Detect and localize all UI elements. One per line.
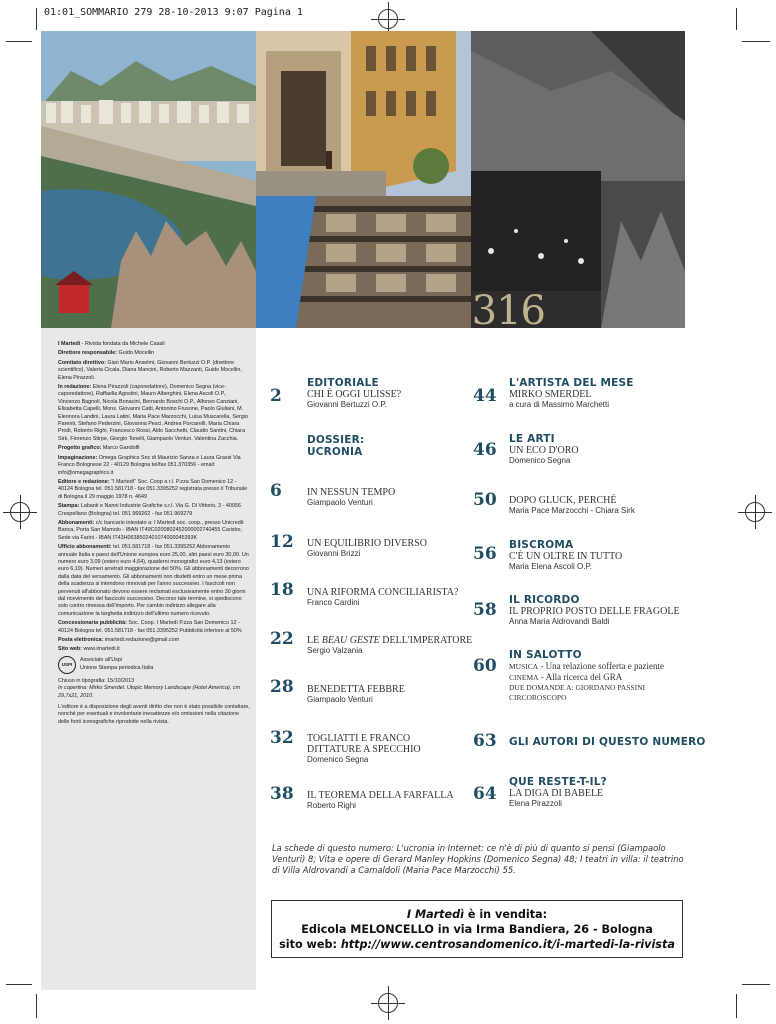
- masthead-rest: - Rivista fondata da Michele Casali: [80, 341, 165, 347]
- toc-title: TOGLIATTI E FRANCO: [307, 733, 411, 744]
- toc-page-number: 58: [473, 600, 497, 620]
- email-label: Posta elettronica:: [58, 637, 104, 644]
- photo-balconies: [256, 196, 471, 328]
- layout-label: Impaginazione:: [58, 454, 98, 461]
- director-label: Direttore responsabile:: [58, 350, 118, 357]
- toc-page-number: 63: [473, 731, 497, 751]
- crop-mark: [736, 8, 737, 30]
- toc-title: IL PROPRIO POSTO DELLE FRAGOLE: [509, 606, 680, 617]
- toc-entry[interactable]: [307, 587, 458, 608]
- toc-section: UCRONIA: [307, 446, 363, 458]
- toc-title: IL TEOREMA DELLA FARFALLA: [307, 790, 454, 801]
- toc-section: L'ARTISTA DEL MESE: [509, 377, 634, 389]
- subscriptions-label: Abbonamenti:: [58, 519, 95, 526]
- toc-author: Franco Cardini: [307, 598, 360, 607]
- email: imartedi.redazione@gmail.com: [103, 637, 180, 644]
- toc-title: UN EQUILIBRIO DIVERSO: [307, 538, 427, 549]
- toc-title: C'È UN OLTRE IN TUTTO: [509, 551, 623, 562]
- magazine-name: I Martedì: [406, 908, 464, 921]
- crop-mark: [6, 984, 32, 985]
- toc-subtitle: - Alla ricerca del GRA: [538, 672, 623, 682]
- committee: Gian Mario Anselmi, Giovanni Bertuzzi O.P. (direttore scientifico), Valeria Cicala, Diana Mancini, Roberto Mazzanti, Guido Mocellin, Elena Pirazzoli.: [58, 359, 242, 381]
- toc-author: Giampaolo Venturi: [307, 498, 373, 507]
- toc-entry[interactable]: [307, 538, 427, 559]
- toc-entry-ricordo[interactable]: [509, 594, 680, 627]
- toc-section: GLI AUTORI DI QUESTO NUMERO: [509, 736, 706, 748]
- colophon: [58, 341, 250, 726]
- toc-entry-salotto[interactable]: [509, 649, 664, 703]
- crop-mark: [736, 994, 737, 1018]
- toc-author: Maria Elena Ascoli O.P.: [509, 562, 593, 571]
- toc-entry[interactable]: [307, 790, 454, 811]
- toc-title-pre: LE: [307, 635, 322, 646]
- toc-page-number: 44: [473, 386, 497, 406]
- sales-site-url[interactable]: http://www.centrosandomenico.it/i-martedi-la-rivista: [340, 938, 675, 951]
- toc-page-number: 46: [473, 440, 497, 460]
- closing-date: Chiuso in tipografia: 15/10/2013: [58, 677, 135, 684]
- toc-section: IL RICORDO: [509, 594, 580, 606]
- sales-line2: Edicola MELONCELLO in via Irma Bandiera, 26 - Bologna: [301, 923, 653, 936]
- toc-title: DOPO GLUCK, PERCHÉ: [509, 495, 617, 506]
- toc-subsection: CINEMA: [509, 673, 539, 682]
- crop-mark: [6, 41, 32, 42]
- toc-subsection: MUSICA: [509, 662, 539, 671]
- publisher: "I Martedì" Soc. Coop a r.l. P.zza San Domenico 12 - 40124 Bologna tel. 051.581718 - fax 051.3395252 registrata presso il Tribunale di Bologna il 29 maggio 1978 n. 4649: [58, 478, 248, 500]
- toc-title: UNA RIFORMA CONCILIARISTA?: [307, 587, 459, 598]
- advertising: Soc. Coop. I Martedì P.zza San Domenico 12 - 40124 Bologna tel. 051.581718 - fax 051.3395252 Pubblicità inferiore al 50%: [58, 620, 242, 634]
- toc-page-number: 64: [473, 784, 497, 804]
- toc-title-post: DELL'IMPERATORE: [379, 635, 473, 646]
- toc-page-number: 28: [270, 677, 294, 697]
- toc-author: Sergio Valzania: [307, 646, 363, 655]
- print-slug: 01:01_SOMMARIO 279 28-10-2013 9:07 Pagina 1: [44, 7, 303, 18]
- photo-mountain-night: [471, 31, 685, 328]
- toc-author: Giovanni Brizzi: [307, 549, 361, 558]
- design-label: Progetto grafico:: [58, 445, 102, 452]
- toc-author: a cura di Massimo Marchetti: [509, 400, 610, 409]
- toc-entry-editoriale[interactable]: [307, 377, 401, 410]
- advertising-label: Concessionaria pubblicità:: [58, 620, 127, 627]
- toc-page-number: 56: [473, 544, 497, 564]
- toc-title: LA DIGA DI BABELE: [509, 788, 604, 799]
- crop-mark: [742, 41, 770, 42]
- print: Labanti e Nanni Industrie Grafiche s.r.l. Via G. Di Vittorio, 3 - 40056 Crespellano (Bologna) tel. 051.969262 - fax 051.969279: [58, 503, 241, 517]
- toc-author: Roberto Righi: [307, 801, 356, 810]
- toc-entry[interactable]: [307, 487, 395, 508]
- toc-author: Domenico Segna: [509, 456, 571, 465]
- toc-title: UN ECO D'ORO: [509, 445, 579, 456]
- toc-entry[interactable]: [307, 635, 472, 656]
- crop-mark: [36, 8, 37, 30]
- committee-label: Comitato direttivo:: [58, 359, 106, 366]
- design: Marco Gandolfi: [101, 445, 140, 452]
- toc-section: EDITORIALE: [307, 377, 379, 389]
- schede-note: La schede di questo numero: L'ucronia in Internet: ce n'è di più di quanto si pensi (Giampaolo Venturi) 8; Vita e opere di Gerard Manley Hopkins (Domenico Segna) 48; I teatri in villa: il teatrino di Villa Aldrovandi a Camaldoli (Maria Pace Marzocchi) 55.: [272, 843, 684, 875]
- toc-subsection: CIRCOROSCOPO: [509, 693, 567, 702]
- toc-section: QUE RESTE-T-IL?: [509, 776, 607, 788]
- director: Guido Mocellin: [117, 350, 155, 357]
- registration-mark: [10, 502, 30, 522]
- toc-author: Domenico Segna: [307, 755, 369, 764]
- issue-number: 316: [471, 288, 545, 328]
- uspi-line1: Associato all'Uspi: [80, 657, 123, 664]
- toc-author: Elena Pirazzoli: [509, 799, 562, 808]
- cover-photo-collage: [41, 31, 685, 328]
- toc-entry[interactable]: [509, 495, 635, 516]
- toc-entry[interactable]: [307, 733, 421, 765]
- toc-author: Anna Maria Aldrovandi Baldi: [509, 617, 610, 626]
- publisher-label: Editore e redazione:: [58, 478, 110, 485]
- toc-page-number: 2: [270, 386, 282, 406]
- layout: Omega Graphics Snc di Maurizio Sanza e Laura Grassi Via Franco Bolognese 22 - 40129 Bologna tel/fax 051.370356 - email: info@omegagraphics.it: [58, 454, 241, 476]
- sales-line1: è in vendita:: [463, 908, 548, 921]
- toc-page-number: 32: [270, 728, 294, 748]
- toc-title: DITTATURE A SPECCHIO: [307, 744, 421, 755]
- uspi-line2: Unione Stampa periodica Italia: [80, 664, 154, 671]
- toc-dossier-heading: [307, 434, 364, 458]
- toc-author: Maria Pace Marzocchi - Chiara Sirk: [509, 506, 635, 515]
- subscriptions: c/c bancario intestato a: I Martedì soc. coop., presso Unicredit Banca, Porta San Mamolo - IBAN IT49C0200802452000002740455 Carisbo, Sede via Farini - IBAN IT43H0638502401074000045393K: [58, 519, 244, 541]
- toc-section: LE ARTI: [509, 433, 555, 445]
- cover-credit: In copertina: Mirko Smerdel. Utopic Memory Landscape (Hotel America), cm 29,7x21, 2010.: [58, 685, 240, 699]
- toc-entry-biscroma[interactable]: [509, 539, 622, 572]
- uspi-logo: USPI: [58, 656, 76, 674]
- toc-section: IN SALOTTO: [509, 649, 582, 661]
- site-label: Sito web:: [58, 646, 82, 653]
- toc-entry-autori[interactable]: [509, 736, 706, 748]
- editorial: Elena Pirazzoli (caporedattore), Domenico Segna (vice-caporedattore), Raffaella Agostini, Mauro Alberghini, Elena Ascoli O.P., Vincenzo Bagnoli, Nicola Bonacini, Bernardo Boschi O.P., Alfonso Canziani, Elisabetta Capelli, Mons. Giovanni Catti, Antonino Frusone, Paolo Giuliani, M. Eleonora Landini, Laura Latini, Maria Pace Marzocchi, Luisa Muscarella, Sergio Parenti, Stefano Pederzini, Giovanna Pesci, Andrea Porcarelli, Maria Chiara Prodi, Roberto Righi, Francesco Rossi, Aldo Sacchetti, Claudio Santini, Chiara Sirk, Fiorenzo Stirpe, Giorgio Tonelli, Giampaolo Venturi, Valentina Zacchia.: [58, 384, 248, 442]
- masthead-title: I Martedì: [58, 341, 81, 347]
- subscription-office: tel. 051.581718 - fax 051.3395252 Abbonamento annuale Italia e paesi dell'Unione europea euro 25,00, altri paesi euro 30,00. Un numero euro 3,09 (estero euro 4,64), quaderni monografici euro 4,13 (estero euro 6,19). Numeri arretrati maggiorazione del 50%. Gli abbonamenti decorrono dalla data del versamento. Gli abbonamenti non disdetti entro un mese prima della scadenza si intendono rinnovati per l'anno successivo. I fascicoli non pervenuti all'abbonato devono essere reclamati esclusivamente entro 30 giorni dal ricevimento del fascicolo successivo. Decorso tale termine, si spediscono solo contro rimessa dell'importo. Per cambio indirizzo allegare alla comunicazione la targhetta indirizzo dell'ultimo numero ricevuto.: [58, 544, 249, 617]
- sales-site-label: sito web:: [279, 938, 341, 951]
- toc-page-number: 22: [270, 629, 294, 649]
- site: www.imartedi.it: [81, 646, 120, 653]
- crop-mark: [36, 994, 37, 1018]
- toc-author: Giovanni Bertuzzi O.P.: [307, 400, 387, 409]
- toc-entry-reste[interactable]: [509, 776, 607, 809]
- photo-building: [256, 31, 471, 196]
- toc-section: DOSSIER:: [307, 434, 365, 446]
- print-label: Stampa:: [58, 503, 80, 510]
- toc-title: CHI È OGGI ULISSE?: [307, 389, 402, 400]
- toc-section: BISCROMA: [509, 539, 574, 551]
- editorial-label: In redazione:: [58, 384, 92, 391]
- subscription-office-label: Ufficio abbonamenti:: [58, 544, 112, 551]
- photo-lake-city: [41, 31, 256, 328]
- toc-page-number: 18: [270, 580, 294, 600]
- uspi-association: [58, 656, 250, 674]
- toc-subtitle: GIORDANO PASSINI: [575, 683, 645, 692]
- toc-subsection: DUE DOMANDE A:: [509, 683, 576, 692]
- toc-title: MIRKO SMERDEL: [509, 389, 592, 400]
- toc-title-italic: BEAU GESTE: [321, 635, 380, 646]
- toc-page-number: 12: [270, 532, 294, 552]
- toc-page-number: 38: [270, 784, 294, 804]
- toc-subtitle: - Una relazione sofferta e paziente: [538, 661, 664, 671]
- sales-box: [271, 900, 683, 958]
- toc-entry-arti[interactable]: [509, 433, 579, 466]
- toc-page-number: 60: [473, 656, 497, 676]
- registration-mark: [745, 502, 765, 522]
- toc-title: BENEDETTA FEBBRE: [307, 684, 405, 695]
- toc-entry[interactable]: [307, 684, 405, 705]
- registration-mark: [378, 9, 398, 29]
- registration-mark: [378, 993, 398, 1013]
- toc-page-number: 6: [270, 481, 282, 501]
- toc-page-number: 50: [473, 490, 497, 510]
- disclaimer: L'editore è a disposizione degli aventi diritto che non è stato possibile contattare, nonché per eventuali e involontarie inesattezze e/o omissioni nella citazione delle fonti iconografiche riprodotte nella rivista.: [58, 704, 250, 725]
- crop-mark: [742, 984, 770, 985]
- toc-entry-artista[interactable]: [509, 377, 634, 410]
- toc-author: Giampaolo Venturi: [307, 695, 373, 704]
- toc-title: IN NESSUN TEMPO: [307, 487, 396, 498]
